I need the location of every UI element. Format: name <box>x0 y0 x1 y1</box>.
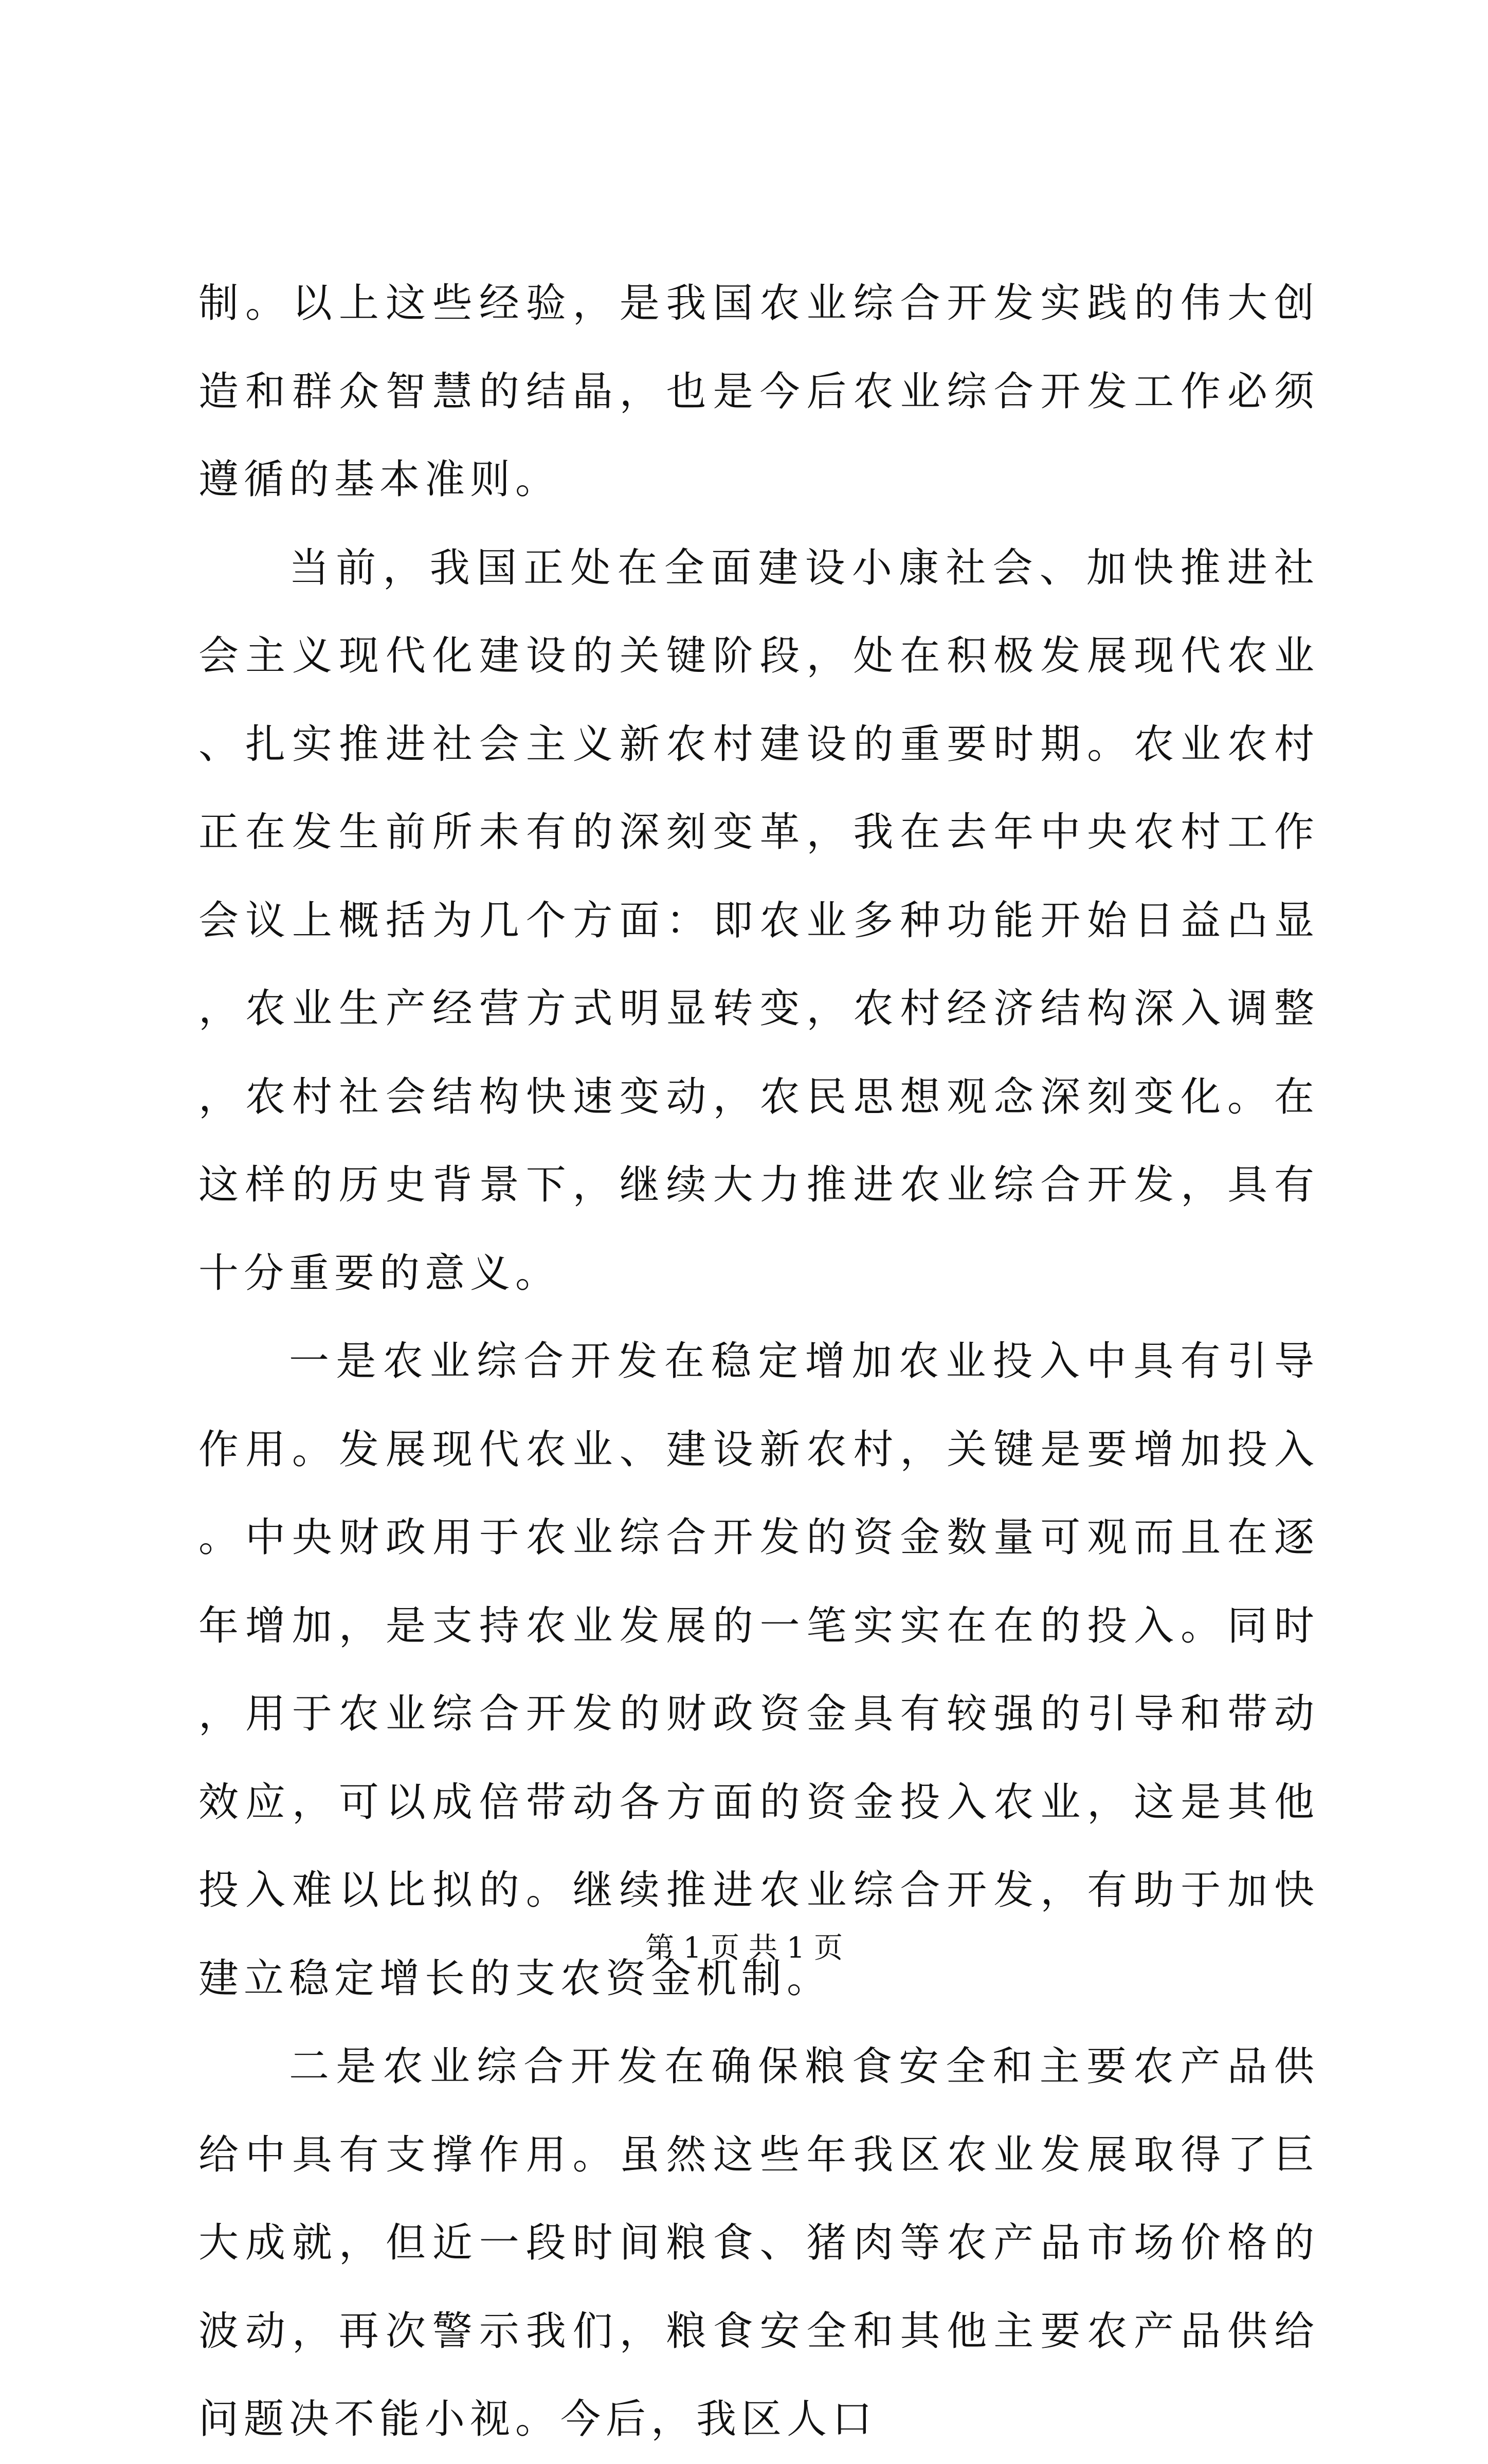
page-footer: 第 1 页 共 1 页 <box>645 1931 843 1965</box>
paragraph-4: 二是农业综合开发在确保粮食安全和主要农产品供给中具有支撑作用。虽然这些年我区农业发展取得了巨大成就，但近一段时间粮食、猪肉等农产品市场价格的波动，再次警示我们，粮食安全和其他主要农产品供给问题决不能小视。今后，我区人口 <box>198 2043 1319 2442</box>
paragraph-3: 一是农业综合开发在稳定增加农业投入中具有引导作用。发展现代农业、建设新农村，关键是要增加投入。中央财政用于农业综合开发的资金数量可观而且在逐年增加，是支持农业发展的一笔实实在在的投入。同时，用于农业综合开发的财政资金具有较强的引导和带动效应，可以成倍带动各方面的资金投入农业，这是其他投入难以比拟的。继续推进农业综合开发，有助于加快建立稳定增长的支农资金机制。 <box>198 1338 1319 2002</box>
paragraph-2: 当前，我国正处在全面建设小康社会、加快推进社会主义现代化建设的关键阶段，处在积极发展现代农业、扎实推进社会主义新农村建设的重要时期。农业农村正在发生前所未有的深刻变革，我在去年中央农村工作会议上概括为几个方面：即农业多种功能开始日益凸显，农业生产经营方式明显转变，农村经济结构深入调整，农村社会结构快速变动，农民思想观念深刻变化。在这样的历史背景下，继续大力推进农业综合开发，具有十分重要的意义。 <box>198 544 1319 1297</box>
paragraph-1: 制。以上这些经验，是我国农业综合开发实践的伟大创造和群众智慧的结晶，也是今后农业综合开发工作必须遵循的基本准则。 <box>198 280 1319 503</box>
document-body <box>198 260 1319 2464</box>
